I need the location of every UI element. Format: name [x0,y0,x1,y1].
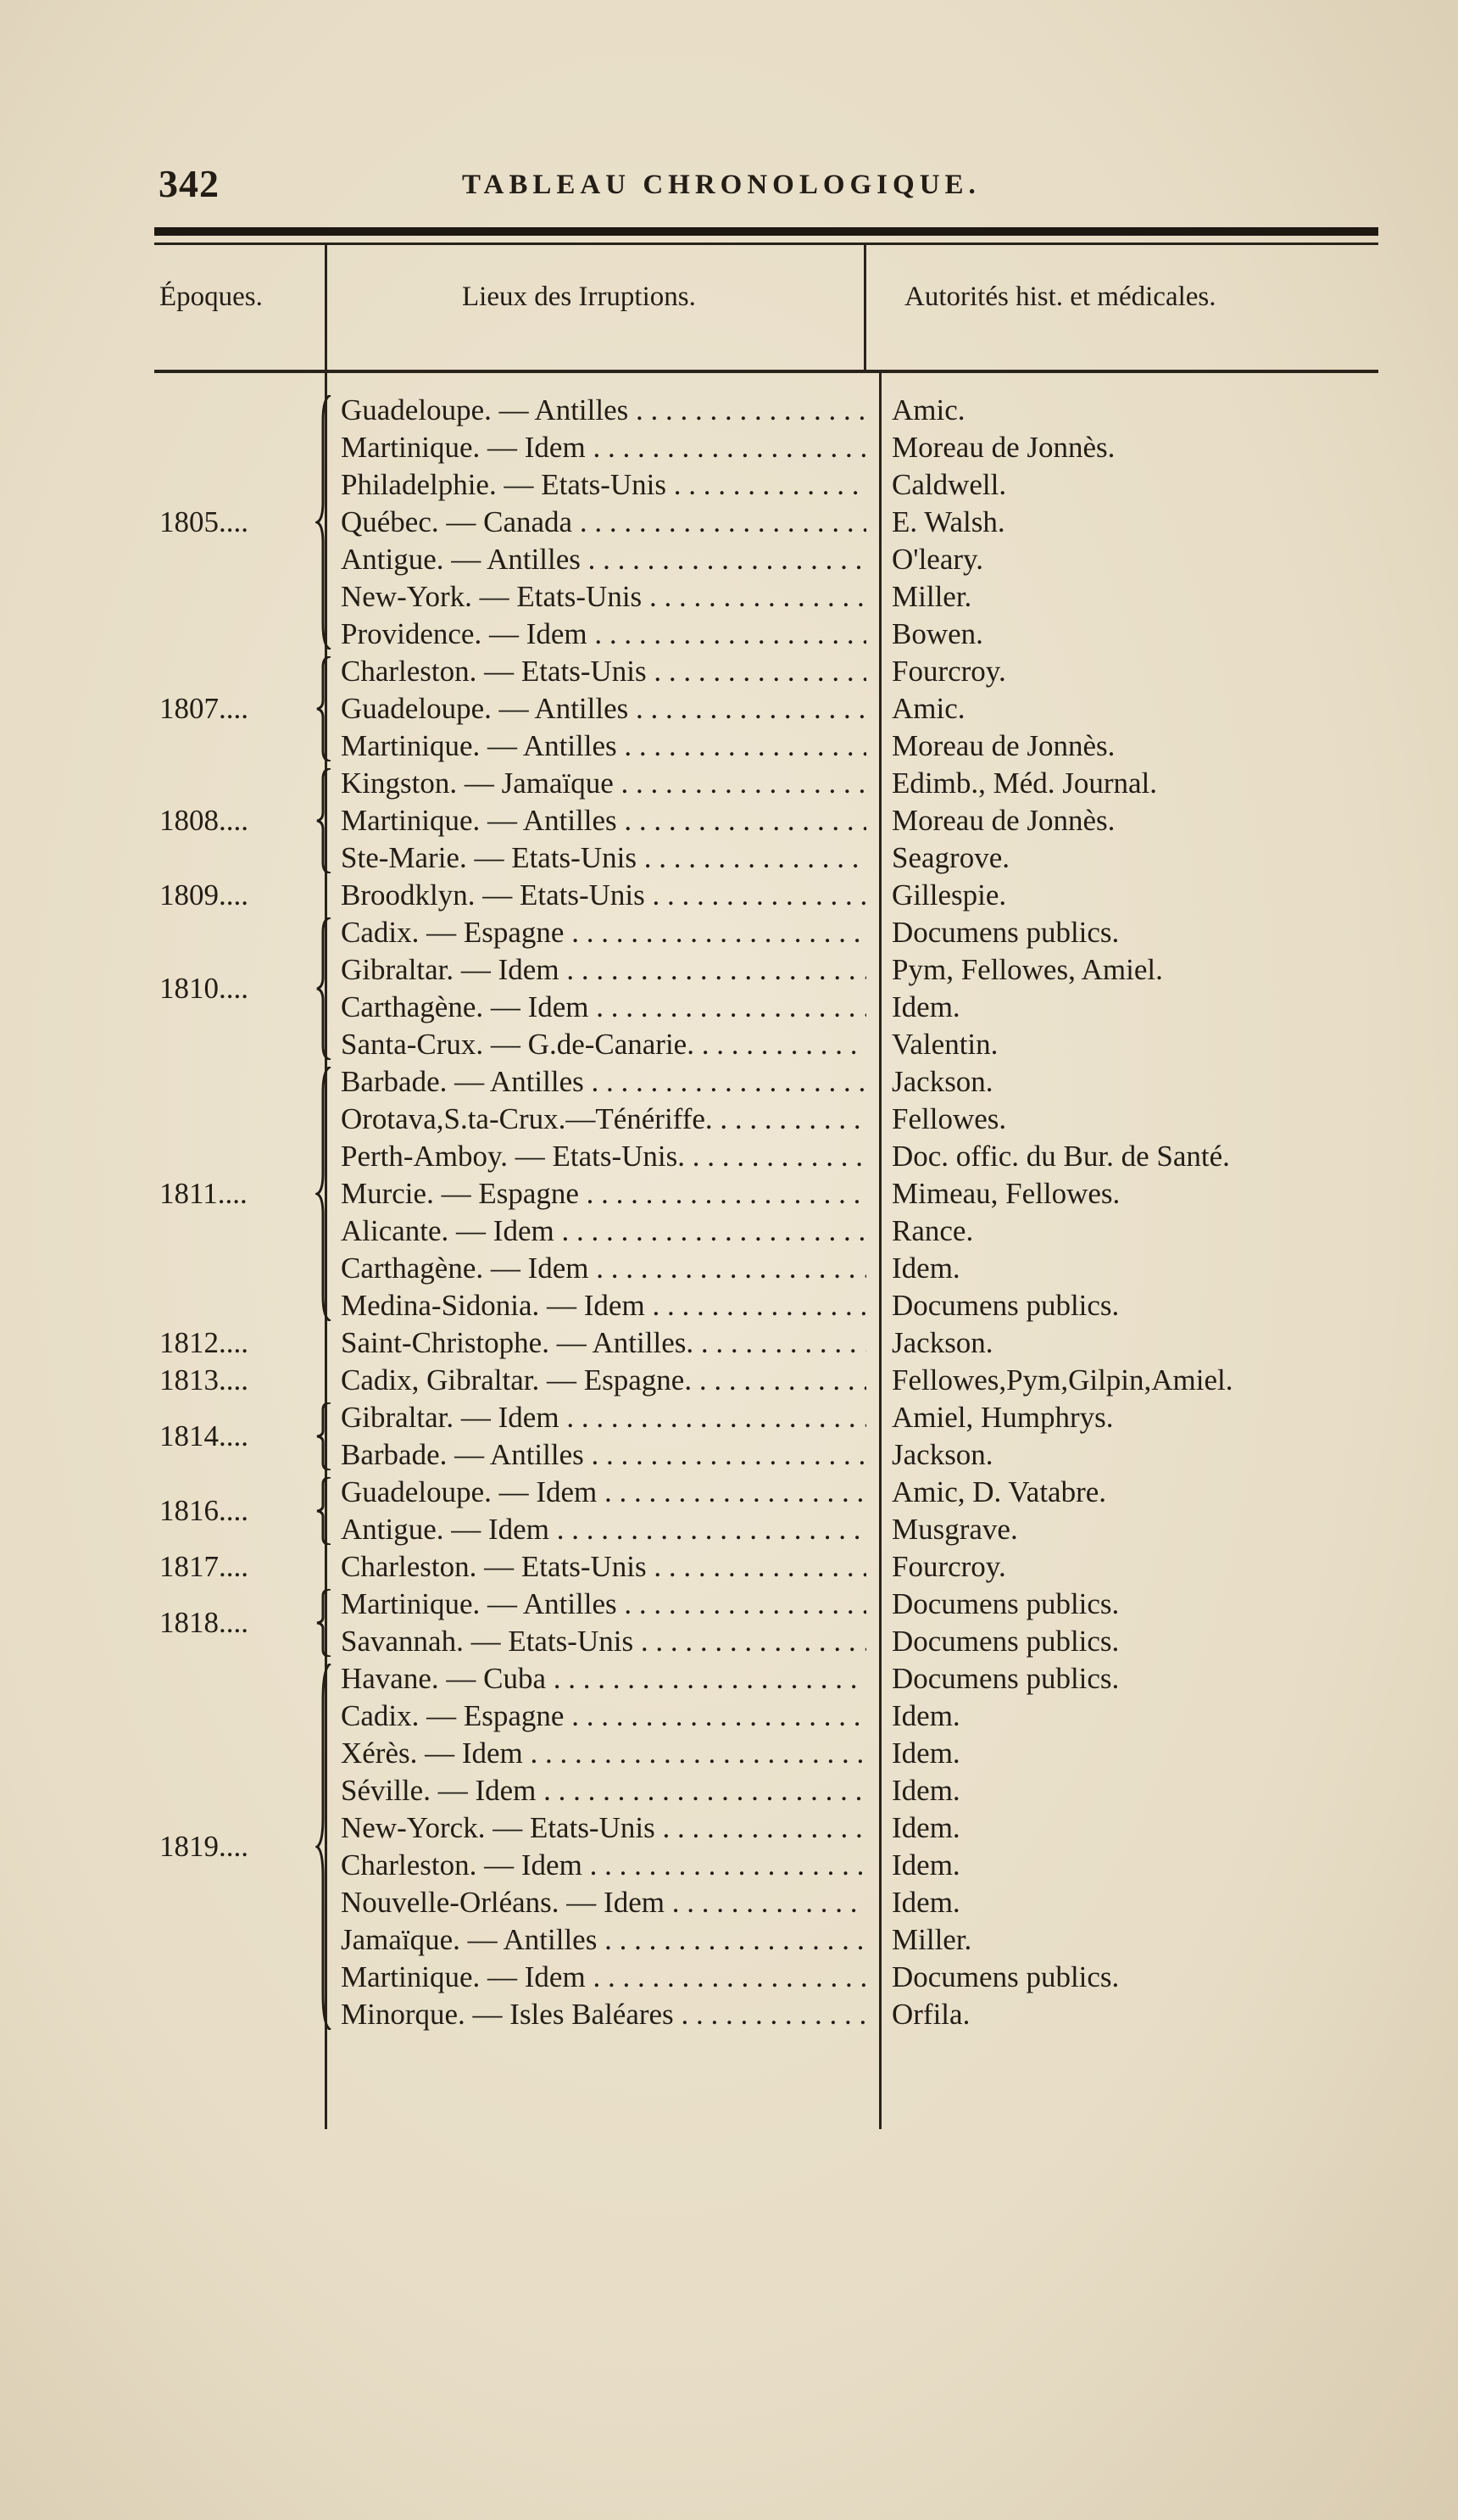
year-label: 1814.... [159,1419,248,1452]
irruption-place: Santa-Crux. — G.de-Canarie. . . . [341,1026,866,1063]
authority-entry: Orfila. [892,1998,971,2031]
irruption-place: Cadix. — Espagne . . . [341,1698,866,1735]
irruption-place: Xérès. — Idem . . . [341,1735,866,1772]
authority-entry: Fourcroy. [892,655,1006,688]
authority-entry: Documens publics. [892,1587,1120,1620]
irruption-place: Murcie. — Espagne . . . [341,1175,866,1213]
year-label: 1817.... [159,1550,248,1583]
irruption-place: Medina-Sidonia. — Idem . . . [341,1287,866,1324]
authority-entry: Miller. [892,580,972,613]
authority-entry: Gillespie. [892,878,1007,912]
column-header-autorites: Autorités hist. et médicales. [904,282,1216,312]
authority-entry: Musgrave. [892,1513,1018,1546]
authority-entry: Bowen. [892,617,983,650]
brace-icon [315,656,332,761]
irruption-place: Charleston. — Etats-Unis . . . [341,653,866,690]
authority-entry: Jackson. [892,1065,993,1098]
authority-entry: Idem. [892,1848,960,1882]
authority-entry: Documens publics. [892,916,1120,949]
page-number: 342 [159,162,220,205]
irruption-place: New-York. — Etats-Unis . . . [341,578,866,616]
header-divider-1 [325,243,327,371]
authority-entry: Edimb., Méd. Journal. [892,767,1158,800]
irruption-place: Guadeloupe. — Antilles . . . [341,392,866,429]
top-rule-thin [154,243,1378,245]
authority-entry: Idem. [892,990,960,1023]
authority-entry: Mimeau, Fellowes. [892,1177,1121,1210]
authority-entry: Fellowes,Pym,Gilpin,Amiel. [892,1363,1233,1397]
irruption-place: Cadix, Gibraltar. — Espagne. . . . [341,1362,866,1399]
irruption-place: Guadeloupe. — Idem . . . [341,1474,866,1511]
irruption-place: Providence. — Idem . . . [341,616,866,653]
irruption-place: Barbade. — Antilles . . . [341,1436,866,1474]
authority-entry: Documens publics. [892,1960,1120,1993]
authority-entry: Pym, Fellowes, Amiel. [892,953,1163,986]
brace-icon [315,395,332,650]
irruption-place: Carthagène. — Idem . . . [341,1250,866,1287]
authority-entry: Amic. [892,692,966,725]
brace-icon [315,1477,332,1545]
year-label: 1805.... [159,505,248,538]
authority-entry: Documens publics. [892,1289,1120,1322]
irruption-place: Cadix. — Espagne . . . [341,914,866,951]
authority-entry: Jackson. [892,1326,993,1359]
irruption-place: Savannah. — Etats-Unis . . . [341,1623,866,1660]
irruption-place: Charleston. — Etats-Unis . . . [341,1548,866,1586]
irruption-place: Ste-Marie. — Etats-Unis . . . [341,839,866,877]
header-divider-2 [864,243,866,371]
irruption-place: Séville. — Idem . . . [341,1772,866,1809]
header-bottom-rule [154,370,1378,373]
authority-entry: Fourcroy. [892,1550,1006,1583]
year-label: 1816.... [159,1494,248,1527]
irruption-place: Barbade. — Antilles . . . [341,1063,866,1101]
year-label: 1819.... [159,1830,248,1863]
irruption-place: Broodklyn. — Etats-Unis . . . [341,877,866,914]
irruption-place: Carthagène. — Idem . . . [341,989,866,1026]
irruption-place: Martinique. — Idem . . . [341,429,866,466]
irruption-place: Minorque. — Isles Baléares . . . [341,1996,866,2033]
brace-icon [315,1589,332,1657]
irruption-place: Havane. — Cuba . . . [341,1660,866,1698]
irruption-place: Philadelphie. — Etats-Unis . . . [341,466,866,504]
running-title: TABLEAU CHRONOLOGIQUE. [462,170,981,200]
irruption-place: Gibraltar. — Idem . . . [341,951,866,989]
top-rule [154,227,1378,236]
authority-entry: Valentin. [892,1028,999,1061]
authority-entry: Idem. [892,1737,960,1770]
authority-entry: Caldwell. [892,468,1007,501]
authority-entry: Moreau de Jonnès. [892,431,1116,464]
authority-entry: Doc. offic. du Bur. de Santé. [892,1140,1230,1173]
authority-entry: Moreau de Jonnès. [892,729,1116,762]
brace-icon [315,768,332,873]
irruption-place: Martinique. — Idem . . . [341,1959,866,1996]
irruption-place: Kingston. — Jamaïque . . . [341,765,866,802]
irruption-place: Martinique. — Antilles . . . [341,802,866,839]
authority-entry: Idem. [892,1252,960,1285]
year-label: 1813.... [159,1363,248,1397]
authority-entry: Amic. [892,393,966,427]
authority-entry: Fellowes. [892,1102,1007,1135]
irruption-place: New-Yorck. — Etats-Unis . . . [341,1809,866,1847]
irruption-place: Charleston. — Idem . . . [341,1847,866,1884]
authority-entry: Moreau de Jonnès. [892,804,1116,837]
authority-entry: Miller. [892,1923,972,1956]
year-label: 1818.... [159,1606,248,1639]
brace-icon [315,1067,332,1321]
body-divider-2 [879,373,882,2129]
authority-entry: Documens publics. [892,1625,1120,1658]
irruption-place: Saint-Christophe. — Antilles. . . . [341,1324,866,1362]
brace-icon [315,917,332,1060]
irruption-place: Martinique. — Antilles . . . [341,1586,866,1623]
irruption-place: Jamaïque. — Antilles . . . [341,1921,866,1959]
authority-entry: E. Walsh. [892,505,1005,538]
authority-entry: Idem. [892,1774,960,1807]
authority-entry: Amiel, Humphrys. [892,1401,1114,1434]
brace-icon [315,1664,332,2030]
irruption-place: Perth-Amboy. — Etats-Unis. . . . [341,1138,866,1175]
irruption-place: Nouvelle-Orléans. — Idem . . . [341,1884,866,1921]
authority-entry: O'leary. [892,543,984,576]
year-label: 1812.... [159,1326,248,1359]
authority-entry: Documens publics. [892,1662,1120,1695]
year-label: 1809.... [159,878,248,912]
irruption-place: Alicante. — Idem . . . [341,1213,866,1250]
year-label: 1807.... [159,692,248,725]
year-label: 1810.... [159,972,248,1005]
irruption-place: Québec. — Canada . . . [341,504,866,541]
authority-entry: Idem. [892,1699,960,1732]
authority-entry: Idem. [892,1886,960,1919]
authority-entry: Rance. [892,1214,974,1247]
irruption-place: Orotava,S.ta-Crux.—Ténériffe. . . . [341,1101,866,1138]
authority-entry: Amic, D. Vatabre. [892,1475,1107,1508]
irruption-place: Gibraltar. — Idem . . . [341,1399,866,1436]
column-header-epoques: Époques. [159,282,263,312]
year-label: 1811.... [159,1177,248,1210]
irruption-place: Martinique. — Antilles . . . [341,728,866,765]
irruption-place: Antigue. — Antilles . . . [341,541,866,578]
column-header-lieux: Lieux des Irruptions. [462,282,696,312]
irruption-place: Guadeloupe. — Antilles . . . [341,690,866,728]
irruption-place: Antigue. — Idem . . . [341,1511,866,1548]
brace-icon [315,1402,332,1470]
authority-entry: Jackson. [892,1438,993,1471]
authority-entry: Seagrove. [892,841,1010,874]
year-label: 1808.... [159,804,248,837]
authority-entry: Idem. [892,1811,960,1844]
